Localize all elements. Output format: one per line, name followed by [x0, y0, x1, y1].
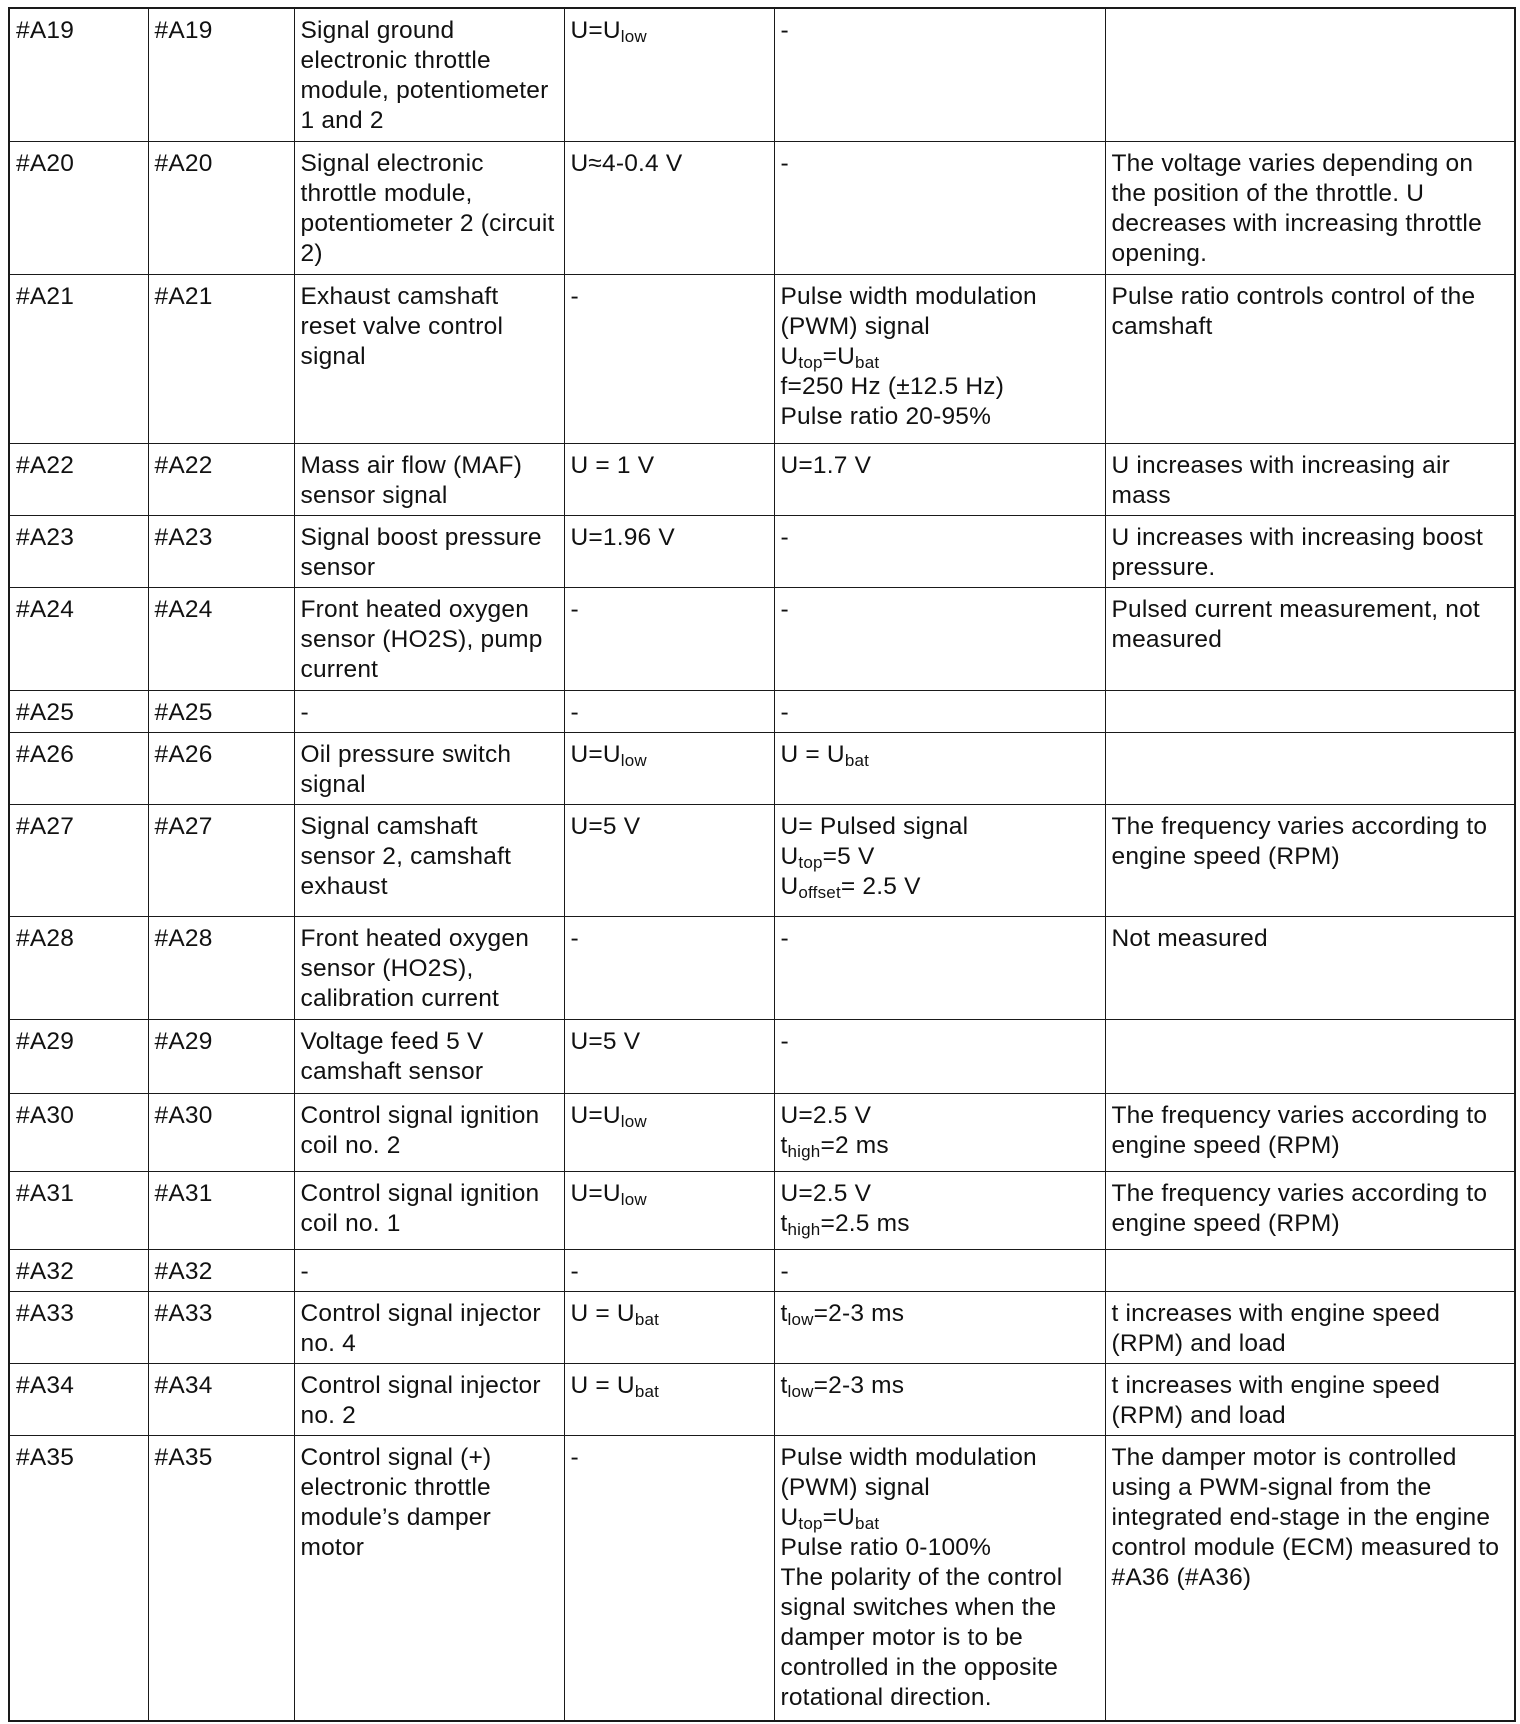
value-text: U: [780, 842, 799, 870]
condition-2-cell-line: [781, 523, 1098, 553]
pin-id-alt-cell: #A22: [148, 443, 294, 515]
value-text: U = 1 V: [570, 451, 655, 479]
condition-1-cell-line: [571, 523, 767, 553]
condition-1-cell: [564, 1171, 774, 1249]
condition-2-cell-line: [781, 342, 1098, 372]
condition-1-cell: [564, 1435, 774, 1721]
subscript: low: [620, 1111, 647, 1131]
condition-2-cell-line: [781, 1209, 1098, 1239]
note-cell: The voltage varies depending on the position of the throttle. U decreases with increasing throttle opening.: [1105, 141, 1515, 274]
value-text: The polarity of the control signal switches when the damper motor is to be controlled in the opposite rotational direction.: [780, 1563, 1063, 1711]
description-cell: Control signal ignition coil no. 2: [294, 1093, 564, 1171]
condition-1-cell: [564, 690, 774, 732]
value-text: U: [780, 1503, 799, 1531]
value-text: t: [780, 1209, 788, 1237]
subscript: low: [620, 750, 647, 770]
value-text: =2 ms: [820, 1131, 889, 1159]
pin-id-cell: #A22: [9, 443, 148, 515]
value-text: =2.5 ms: [820, 1209, 910, 1237]
condition-2-cell-line: [781, 1027, 1098, 1057]
condition-2-cell: [774, 690, 1105, 732]
subscript: offset: [798, 882, 841, 902]
condition-1-cell-line: [571, 924, 767, 954]
condition-2-cell-line: [781, 372, 1098, 402]
value-text: Pulse width modulation (PWM) signal: [780, 282, 1037, 340]
condition-2-cell-line: [781, 1503, 1098, 1533]
description-cell: Control signal ignition coil no. 1: [294, 1171, 564, 1249]
subscript: low: [620, 1189, 647, 1209]
value-text: U: [780, 342, 799, 370]
condition-2-cell: [774, 8, 1105, 141]
condition-2-cell-line: [781, 812, 1098, 842]
note-cell: Not measured: [1105, 916, 1515, 1019]
condition-1-cell-line: [571, 1027, 767, 1057]
note-cell: t increases with engine speed (RPM) and load: [1105, 1363, 1515, 1435]
condition-1-cell-line: [571, 1443, 767, 1473]
note-cell: [1105, 1019, 1515, 1093]
condition-2-cell-line: [781, 1299, 1098, 1329]
pin-table-container: [8, 7, 1514, 1718]
pin-id-alt-cell: #A26: [148, 732, 294, 804]
pin-id-alt-cell: #A20: [148, 141, 294, 274]
subscript: high: [787, 1141, 821, 1161]
condition-1-cell-line: [571, 1299, 767, 1329]
value-text: -: [570, 924, 579, 952]
pin-id-cell: #A33: [9, 1291, 148, 1363]
condition-2-cell: [774, 804, 1105, 916]
condition-1-cell: [564, 1291, 774, 1363]
description-cell: -: [294, 1249, 564, 1291]
subscript: top: [798, 852, 823, 872]
pin-id-cell: #A34: [9, 1363, 148, 1435]
value-text: -: [570, 698, 579, 726]
condition-2-cell: [774, 274, 1105, 443]
condition-2-cell: [774, 732, 1105, 804]
description-cell: -: [294, 690, 564, 732]
value-text: -: [780, 1027, 789, 1055]
condition-1-cell-line: [571, 698, 767, 728]
pin-id-alt-cell: #A27: [148, 804, 294, 916]
pin-id-alt-cell: #A34: [148, 1363, 294, 1435]
value-text: -: [780, 698, 789, 726]
description-cell: Signal ground electronic throttle module, potentiometer 1 and 2: [294, 8, 564, 141]
note-cell: U increases with increasing air mass: [1105, 443, 1515, 515]
value-text: =5 V: [822, 842, 875, 870]
subscript: top: [798, 1513, 823, 1533]
condition-1-cell: [564, 1363, 774, 1435]
pin-id-alt-cell: #A25: [148, 690, 294, 732]
condition-1-cell-line: [571, 1371, 767, 1401]
value-text: U=2.5 V: [780, 1179, 872, 1207]
value-text: U=5 V: [570, 812, 641, 840]
condition-2-cell-line: [781, 16, 1098, 46]
subscript: low: [787, 1381, 814, 1401]
value-text: -: [570, 1443, 579, 1471]
value-text: U=U: [570, 1179, 621, 1207]
pin-id-cell: #A19: [9, 8, 148, 141]
condition-2-cell-line: [781, 402, 1098, 432]
description-cell: Control signal (+) electronic throttle module’s damper motor: [294, 1435, 564, 1721]
value-text: -: [780, 17, 789, 44]
subscript: low: [620, 27, 647, 46]
pin-id-cell: #A32: [9, 1249, 148, 1291]
pin-id-cell: #A26: [9, 732, 148, 804]
table-row: [9, 1291, 1515, 1363]
condition-1-cell: [564, 1093, 774, 1171]
note-cell: [1105, 732, 1515, 804]
table-row: [9, 1171, 1515, 1249]
value-text: -: [780, 924, 789, 952]
value-text: U=1.96 V: [570, 523, 675, 551]
pin-id-alt-cell: #A30: [148, 1093, 294, 1171]
value-text: -: [780, 595, 789, 623]
value-text: t: [780, 1371, 788, 1399]
condition-1-cell-line: [571, 595, 767, 625]
condition-2-cell-line: [781, 282, 1098, 342]
note-cell: The frequency varies according to engine speed (RPM): [1105, 804, 1515, 916]
table-row: [9, 443, 1515, 515]
condition-1-cell: [564, 1249, 774, 1291]
description-cell: Control signal injector no. 2: [294, 1363, 564, 1435]
table-row: [9, 916, 1515, 1019]
description-cell: Control signal injector no. 4: [294, 1291, 564, 1363]
value-text: U= Pulsed signal: [780, 812, 969, 840]
table-row: [9, 1093, 1515, 1171]
condition-1-cell-line: [571, 1257, 767, 1287]
condition-2-cell: [774, 1291, 1105, 1363]
pin-id-alt-cell: #A23: [148, 515, 294, 587]
value-text: U=1.7 V: [780, 451, 872, 479]
value-text: f=250 Hz (±12.5 Hz): [780, 372, 1005, 400]
condition-2-cell: [774, 1249, 1105, 1291]
value-text: t: [780, 1299, 788, 1327]
value-text: -: [780, 523, 789, 551]
condition-1-cell: [564, 141, 774, 274]
condition-2-cell-line: [781, 1443, 1098, 1503]
pin-id-alt-cell: #A33: [148, 1291, 294, 1363]
table-row: [9, 8, 1515, 141]
condition-2-cell-line: [781, 1179, 1098, 1209]
value-text: U=U: [570, 1101, 621, 1129]
value-text: U: [780, 872, 799, 900]
condition-2-cell: [774, 1093, 1105, 1171]
condition-1-cell: [564, 587, 774, 690]
condition-1-cell-line: [571, 1101, 767, 1131]
note-cell: t increases with engine speed (RPM) and load: [1105, 1291, 1515, 1363]
condition-2-cell-line: [781, 872, 1098, 902]
condition-2-cell-line: [781, 1131, 1098, 1161]
condition-1-cell: [564, 916, 774, 1019]
condition-2-cell-line: [781, 1371, 1098, 1401]
condition-2-cell-line: [781, 1101, 1098, 1131]
condition-2-cell: [774, 141, 1105, 274]
condition-1-cell-line: [571, 149, 767, 179]
condition-1-cell-line: [571, 812, 767, 842]
description-cell: Mass air flow (MAF) sensor signal: [294, 443, 564, 515]
value-text: =U: [822, 342, 856, 370]
condition-1-cell: [564, 1019, 774, 1093]
description-cell: Oil pressure switch signal: [294, 732, 564, 804]
description-cell: Front heated oxygen sensor (HO2S), pump current: [294, 587, 564, 690]
pin-id-alt-cell: #A35: [148, 1435, 294, 1721]
condition-2-cell-line: [781, 451, 1098, 481]
table-row: [9, 1435, 1515, 1721]
condition-1-cell-line: [571, 1179, 767, 1209]
value-text: Pulse ratio 20-95%: [780, 402, 992, 430]
table-row: [9, 274, 1515, 443]
value-text: Pulse ratio 0-100%: [780, 1533, 992, 1561]
condition-2-cell: [774, 443, 1105, 515]
note-cell: The damper motor is controlled using a PWM-signal from the integrated end-stage in the engine control module (ECM) measured to #A36 (#A36): [1105, 1435, 1515, 1721]
pin-id-alt-cell: #A29: [148, 1019, 294, 1093]
note-cell: [1105, 690, 1515, 732]
value-text: U≈4-0.4 V: [570, 149, 683, 177]
pin-id-cell: #A31: [9, 1171, 148, 1249]
description-cell: Signal electronic throttle module, potentiometer 2 (circuit 2): [294, 141, 564, 274]
value-text: U=2.5 V: [780, 1101, 872, 1129]
value-text: U=U: [570, 740, 621, 768]
condition-2-cell: [774, 587, 1105, 690]
table-body: [9, 8, 1515, 1721]
value-text: U=U: [570, 17, 621, 44]
subscript: bat: [634, 1381, 660, 1401]
subscript: bat: [634, 1309, 660, 1329]
table-row: [9, 1363, 1515, 1435]
table-row: [9, 1019, 1515, 1093]
note-cell: [1105, 8, 1515, 141]
note-cell: Pulse ratio controls control of the camshaft: [1105, 274, 1515, 443]
value-text: U = U: [570, 1371, 635, 1399]
table-row: [9, 690, 1515, 732]
value-text: U = U: [780, 740, 845, 768]
description-cell: Signal camshaft sensor 2, camshaft exhaust: [294, 804, 564, 916]
pin-id-cell: #A27: [9, 804, 148, 916]
pin-id-alt-cell: #A24: [148, 587, 294, 690]
condition-2-cell: [774, 1435, 1105, 1721]
value-text: -: [570, 282, 579, 310]
condition-2-cell-line: [781, 1533, 1098, 1563]
note-cell: The frequency varies according to engine speed (RPM): [1105, 1093, 1515, 1171]
condition-1-cell-line: [571, 16, 767, 46]
note-cell: Pulsed current measurement, not measured: [1105, 587, 1515, 690]
condition-2-cell-line: [781, 595, 1098, 625]
pin-id-alt-cell: #A32: [148, 1249, 294, 1291]
pin-id-cell: #A29: [9, 1019, 148, 1093]
pin-id-cell: #A35: [9, 1435, 148, 1721]
pin-id-alt-cell: #A31: [148, 1171, 294, 1249]
value-text: Pulse width modulation (PWM) signal: [780, 1443, 1037, 1501]
pin-id-cell: #A30: [9, 1093, 148, 1171]
pin-id-cell: #A28: [9, 916, 148, 1019]
pin-id-alt-cell: #A21: [148, 274, 294, 443]
pin-id-cell: #A24: [9, 587, 148, 690]
description-cell: Exhaust camshaft reset valve control signal: [294, 274, 564, 443]
condition-2-cell-line: [781, 924, 1098, 954]
note-cell: The frequency varies according to engine speed (RPM): [1105, 1171, 1515, 1249]
condition-1-cell-line: [571, 282, 767, 312]
value-text: -: [570, 1257, 579, 1285]
value-text: U=5 V: [570, 1027, 641, 1055]
value-text: t: [780, 1131, 788, 1159]
condition-1-cell: [564, 443, 774, 515]
description-cell: Signal boost pressure sensor: [294, 515, 564, 587]
table-row: [9, 732, 1515, 804]
condition-2-cell-line: [781, 149, 1098, 179]
subscript: bat: [855, 352, 880, 372]
note-cell: [1105, 1249, 1515, 1291]
condition-2-cell: [774, 515, 1105, 587]
subscript: low: [787, 1309, 814, 1329]
value-text: =2-3 ms: [813, 1371, 905, 1399]
subscript: bat: [844, 750, 870, 770]
table-row: [9, 1249, 1515, 1291]
condition-2-cell-line: [781, 740, 1098, 770]
table-row: [9, 587, 1515, 690]
condition-1-cell-line: [571, 740, 767, 770]
value-text: -: [780, 1257, 789, 1285]
table-row: [9, 141, 1515, 274]
description-cell: Front heated oxygen sensor (HO2S), calibration current: [294, 916, 564, 1019]
condition-1-cell-line: [571, 451, 767, 481]
description-cell: Voltage feed 5 V camshaft sensor: [294, 1019, 564, 1093]
value-text: =U: [822, 1503, 856, 1531]
pin-id-cell: #A25: [9, 690, 148, 732]
value-text: =2-3 ms: [813, 1299, 905, 1327]
value-text: -: [570, 595, 579, 623]
condition-2-cell-line: [781, 698, 1098, 728]
pin-id-alt-cell: #A28: [148, 916, 294, 1019]
value-text: = 2.5 V: [840, 872, 921, 900]
condition-2-cell: [774, 916, 1105, 1019]
table-row: [9, 515, 1515, 587]
condition-1-cell: [564, 804, 774, 916]
pin-id-alt-cell: #A19: [148, 8, 294, 141]
subscript: top: [798, 352, 823, 372]
condition-1-cell: [564, 8, 774, 141]
subscript: high: [787, 1219, 821, 1239]
condition-2-cell: [774, 1171, 1105, 1249]
condition-2-cell-line: [781, 1563, 1098, 1713]
pin-signal-table: [8, 7, 1516, 1722]
table-row: [9, 804, 1515, 916]
value-text: U = U: [570, 1299, 635, 1327]
condition-2-cell: [774, 1019, 1105, 1093]
note-cell: U increases with increasing boost pressure.: [1105, 515, 1515, 587]
subscript: bat: [855, 1513, 880, 1533]
condition-1-cell: [564, 274, 774, 443]
condition-1-cell: [564, 732, 774, 804]
condition-1-cell: [564, 515, 774, 587]
condition-2-cell: [774, 1363, 1105, 1435]
value-text: -: [780, 149, 789, 177]
pin-id-cell: #A23: [9, 515, 148, 587]
pin-id-cell: #A21: [9, 274, 148, 443]
condition-2-cell-line: [781, 1257, 1098, 1287]
condition-2-cell-line: [781, 842, 1098, 872]
pin-id-cell: #A20: [9, 141, 148, 274]
